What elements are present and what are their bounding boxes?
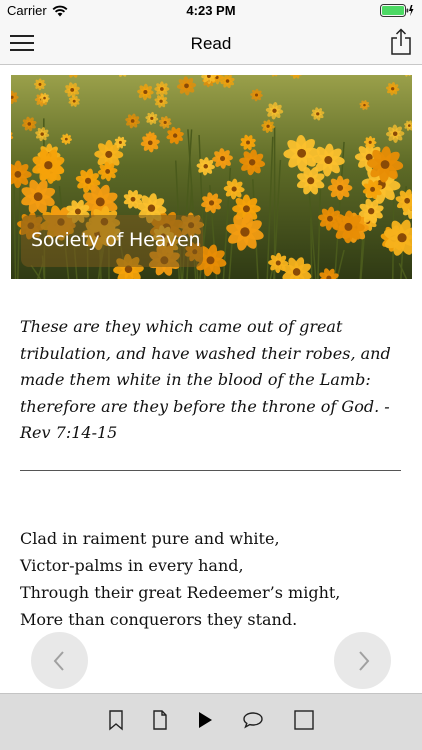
hero-image [11, 75, 412, 279]
status-bar [0, 0, 422, 22]
scripture-verse: These are they which came out of great tribulation, and have washed their robes, and made them white in the blood of the Lamb: therefore are they before the throne of God. - Rev 7:14-15 [20, 317, 391, 442]
poem-line: Through their great Redeemer’s might, [20, 583, 341, 602]
page-title: Read [190, 34, 232, 53]
poem-line: More than conquerors they stand. [20, 610, 298, 629]
carrier-label: Carrier [7, 3, 47, 18]
status-time: 4:23 PM [186, 3, 236, 18]
share-icon[interactable] [390, 28, 412, 56]
chevron-right-icon [353, 650, 373, 672]
poem [20, 525, 406, 633]
hero-title-badge [21, 215, 203, 267]
poem-line: Clad in raiment pure and white, [20, 529, 280, 548]
hero-title: Society of Heaven [31, 229, 201, 251]
battery-icon [380, 4, 414, 22]
bottom-toolbar [0, 693, 422, 750]
previous-page-button[interactable] [31, 632, 88, 689]
bookmark-icon[interactable] [104, 708, 128, 732]
poem-line: Victor-palms in every hand, [20, 556, 244, 575]
square-icon[interactable] [292, 708, 316, 732]
divider [20, 470, 401, 471]
chevron-left-icon [50, 650, 70, 672]
next-page-button[interactable] [334, 632, 391, 689]
navigation-bar [0, 22, 422, 65]
play-icon[interactable] [193, 708, 217, 732]
comment-icon[interactable] [241, 708, 265, 732]
document-icon[interactable] [148, 708, 172, 732]
